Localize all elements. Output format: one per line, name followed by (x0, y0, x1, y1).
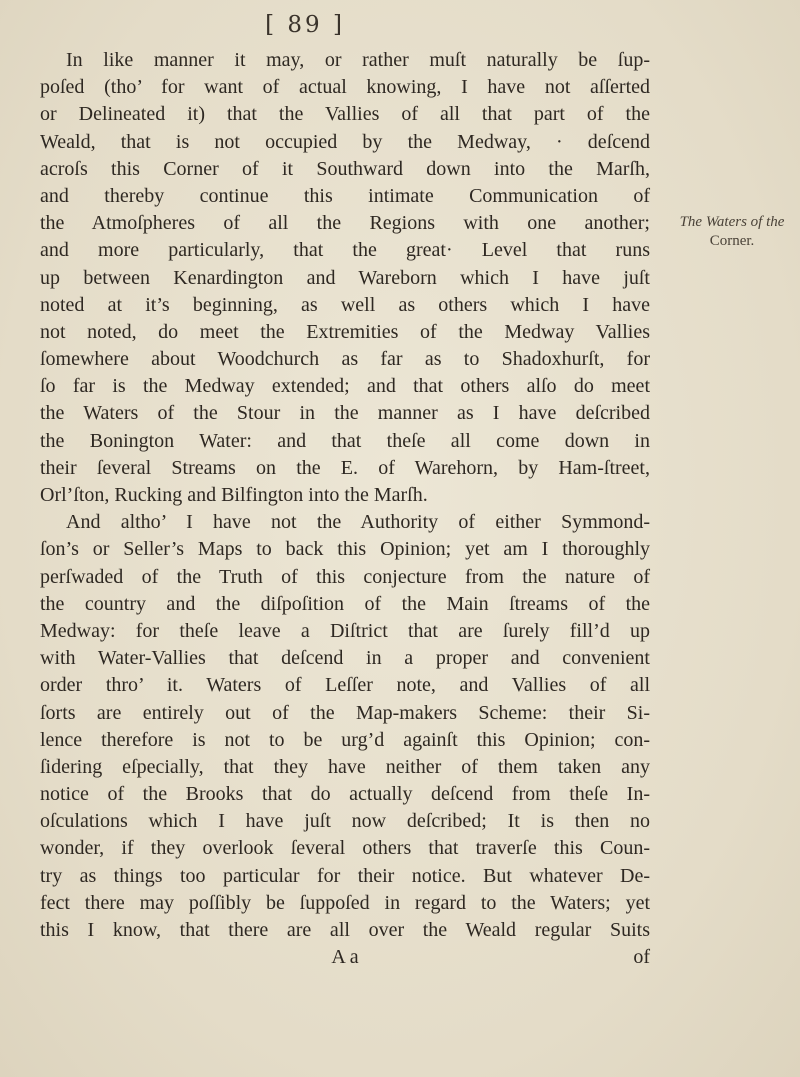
text-line: Orl’ſton, Rucking and Bilfington into the Marſh. (40, 484, 428, 506)
margin-note (664, 213, 800, 251)
text-line: the Atmoſpheres of all the Regions with one another; (40, 212, 650, 235)
body-text (40, 47, 650, 971)
text-line: and more particularly, that the great· Level that runs (40, 239, 650, 262)
text-line: the Waters of the Stour in the manner as I have deſcribed (40, 402, 650, 425)
text-line: lence therefore is not to be urg’d againſt this Opinion; con- (40, 728, 650, 751)
text-line: the Bonington Water: and that theſe all come down in (40, 429, 650, 452)
signature-mark: A a (331, 946, 359, 969)
signature-line (40, 944, 650, 971)
text-line: And altho’ I have not the Authority of either Symmond- (66, 511, 650, 534)
text-line: ſo far is the Medway extended; and that others alſo do meet (40, 375, 650, 398)
text-line: ſidering eſpecially, that they have neither of them taken any (40, 755, 650, 778)
text-line: Weald, that is not occupied by the Medway, · deſcend (40, 130, 650, 153)
text-line: acroſs this Corner of it Southward down into the Marſh, (40, 157, 650, 180)
text-line: or Delineated it) that the Vallies of all that part of the (40, 103, 650, 126)
text-line: poſed (tho’ for want of actual knowing, I have not aſſerted (40, 76, 650, 99)
page-number: [ 89 ] (265, 12, 345, 38)
text-line: Medway: for theſe leave a Diſtrict that are ſurely fill’d up (40, 619, 650, 642)
text-line: fect there may poſſibly be ſuppoſed in regard to the Waters; yet (40, 891, 650, 914)
text-line: up between Kenardington and Wareborn which I have juſt (40, 266, 650, 289)
text-line: with Water-Vallies that deſcend in a proper and convenient (40, 647, 650, 670)
text-line: try as things too particular for their notice. But whatever De- (40, 864, 650, 887)
text-line: noted at it’s beginning, as well as others which I have (40, 293, 650, 316)
text-line: wonder, if they overlook ſeveral others that traverſe this Coun- (40, 837, 650, 860)
text-line: ſorts are entirely out of the Map-makers Scheme: their Si- (40, 701, 650, 724)
text-line: In like manner it may, or rather muſt naturally be ſup- (66, 49, 650, 71)
text-line: and thereby continue this intimate Communication of (40, 184, 650, 207)
text-line: ſomewhere about Woodchurch as far as to Shadoxhurſt, for (40, 348, 650, 371)
text-line: order thro’ it. Waters of Leſſer note, and Vallies of all (40, 674, 650, 697)
text-line: the country and the diſpoſition of the Main ſtreams of the (40, 592, 650, 615)
text-line: oſculations which I have juſt now deſcribed; It is then no (40, 810, 650, 833)
text-line: notice of the Brooks that do actually deſcend from theſe In- (40, 783, 650, 806)
margin-note-line-2: Corner. (709, 233, 755, 249)
text-line: this I know, that there are all over the Weald regular Suits (40, 919, 650, 941)
margin-note-line-1: The Waters of the (679, 214, 785, 230)
text-line: their ſeveral Streams on the E. of Warehorn, by Ham-ſtreet, (40, 456, 650, 479)
text-line: perſwaded of the Truth of this conjecture from the nature of (40, 565, 650, 588)
catchword: of (633, 946, 650, 969)
text-line: ſon’s or Seller’s Maps to back this Opinion; yet am I thoroughly (40, 538, 650, 561)
text-line: not noted, do meet the Extremities of the Medway Vallies (40, 320, 650, 343)
